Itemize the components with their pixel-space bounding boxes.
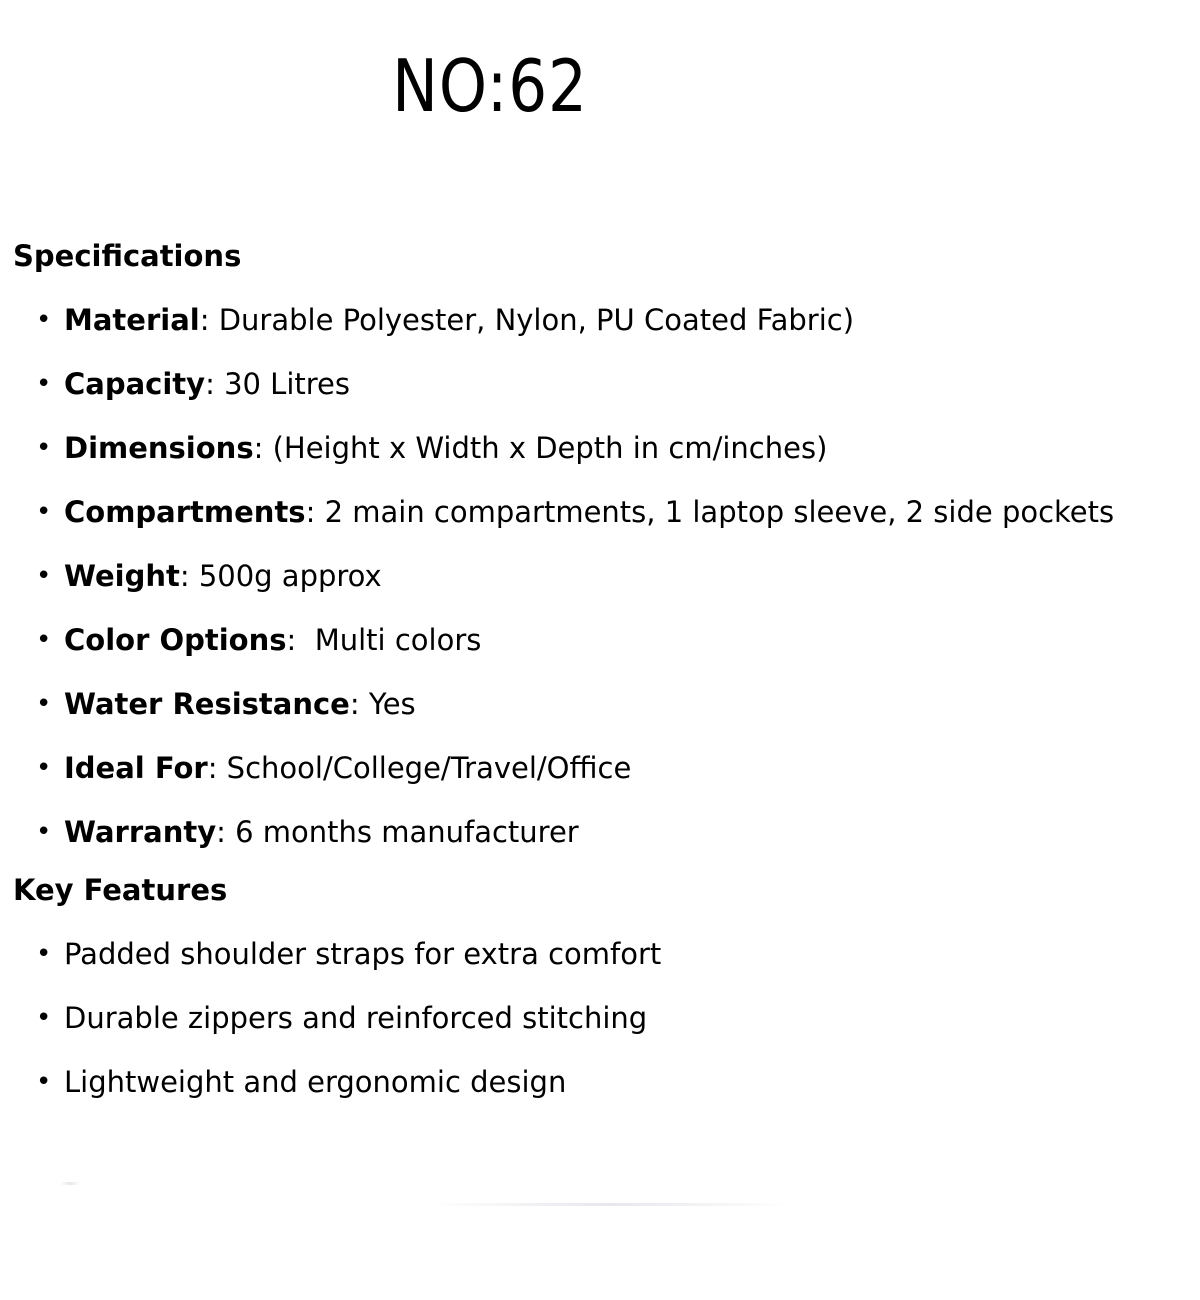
feature-text: Lightweight and ergonomic design	[64, 1065, 567, 1099]
feature-text: Padded shoulder straps for extra comfort	[64, 937, 662, 971]
spec-value: : Multi colors	[286, 623, 482, 657]
spec-label: Color Options	[64, 623, 287, 657]
page-title: NO:62	[392, 44, 588, 128]
bullet-icon: •	[36, 369, 52, 399]
bullet-icon: •	[36, 689, 52, 719]
bullet-icon: •	[36, 305, 52, 335]
list-item	[36, 812, 579, 852]
list-item	[36, 364, 350, 404]
spec-label: Compartments	[64, 495, 306, 529]
list-item	[36, 684, 416, 724]
list-item	[36, 998, 647, 1038]
feature-text: Durable zippers and reinforced stitching	[64, 1001, 648, 1035]
spec-value: : Yes	[349, 687, 416, 721]
spec-value: : 2 main compartments, 1 laptop sleeve, 2 side pockets	[305, 495, 1115, 529]
spec-value: : School/College/Travel/Office	[207, 751, 632, 785]
list-item	[36, 934, 661, 974]
key-features-heading: Key Features	[13, 873, 228, 907]
list-item	[36, 748, 631, 788]
spec-value: : 30 Litres	[205, 367, 351, 401]
list-item	[36, 428, 827, 468]
spec-value: : 500g approx	[179, 559, 382, 593]
bullet-icon: •	[36, 817, 52, 847]
list-item	[36, 300, 854, 340]
spec-value: : Durable Polyester, Nylon, PU Coated Fabric)	[199, 303, 855, 337]
bullet-icon: •	[36, 433, 52, 463]
list-item	[36, 1062, 566, 1102]
faint-smudge	[430, 1203, 790, 1206]
spec-label: Warranty	[64, 815, 217, 849]
spec-label: Dimensions	[64, 431, 254, 465]
spec-label: Capacity	[64, 367, 206, 401]
bullet-icon: •	[36, 625, 52, 655]
specifications-heading: Specifications	[13, 239, 242, 273]
list-item	[36, 492, 1114, 532]
bullet-icon: •	[36, 561, 52, 591]
spec-label: Weight	[64, 559, 180, 593]
spec-label: Ideal For	[64, 751, 208, 785]
spec-label: Water Resistance	[64, 687, 350, 721]
spec-value: : 6 months manufacturer	[216, 815, 579, 849]
bullet-icon: •	[36, 1003, 52, 1033]
bullet-icon: •	[36, 497, 52, 527]
bullet-icon: •	[36, 753, 52, 783]
bullet-icon: •	[36, 1067, 52, 1097]
faint-smudge	[60, 1182, 80, 1185]
spec-label: Material	[64, 303, 200, 337]
bullet-icon: •	[36, 939, 52, 969]
list-item	[36, 556, 382, 596]
list-item	[36, 620, 481, 660]
spec-value: : (Height x Width x Depth in cm/inches)	[253, 431, 828, 465]
